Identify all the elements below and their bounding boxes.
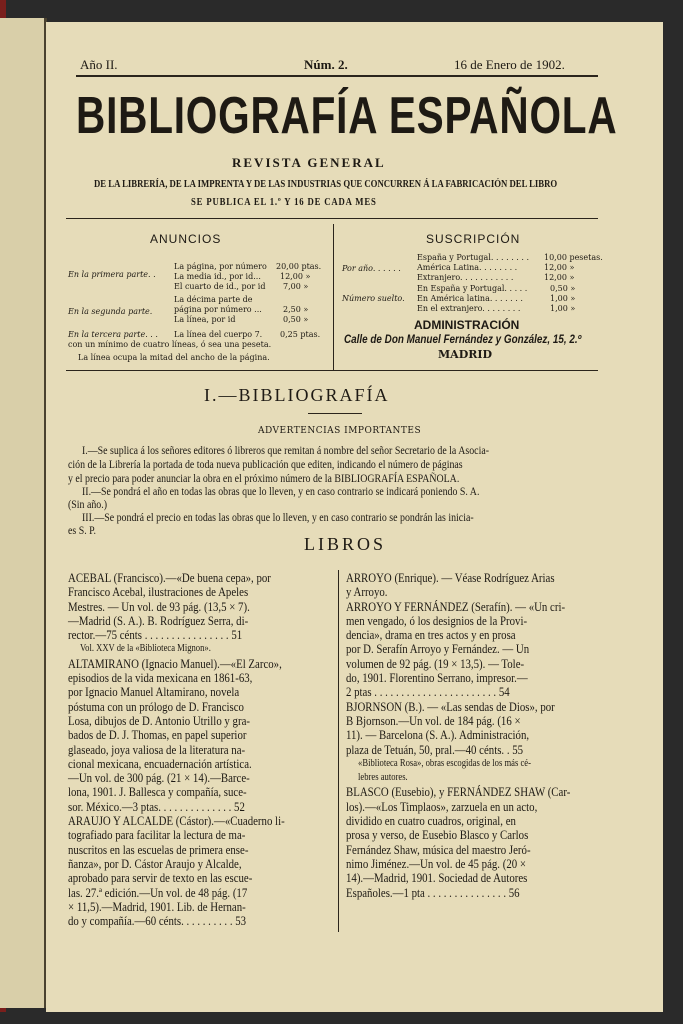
anuncios-price: 0,50 »	[283, 315, 309, 324]
box-top-rule	[66, 218, 598, 219]
advertencia-line: (Sin año.)	[68, 499, 108, 511]
facing-page-edge	[0, 18, 47, 1008]
entry-line: los).—«Los Timplaos», zarzuela en un acto,	[346, 799, 538, 814]
issue-date: 16 de Enero de 1902.	[454, 57, 565, 72]
anuncios-line: La línea del cuerpo 7.	[174, 330, 263, 339]
admin-address: Calle de Don Manuel Fernández y González, 15, 2.º	[344, 334, 582, 346]
masthead-title: BIBLIOGRAFÍA ESPAÑOLA	[76, 87, 618, 145]
box-divider	[333, 224, 334, 370]
suscripcion-price: 0,50 »	[550, 284, 576, 293]
entry-line: las. 27.ª edición.—Un vol. de 48 pág. (17	[68, 885, 248, 900]
advertencia-line: I.—Se suplica á los señores editores ó libreros que remitan á nombre del señor Secretario de la Asocia-	[82, 445, 490, 457]
suscripcion-label: Por año. . . . . .	[342, 264, 401, 273]
admin-city: MADRID	[438, 348, 493, 361]
anuncios-price: 7,00 »	[283, 282, 309, 291]
column-divider	[338, 570, 339, 932]
entry-line: ñanza», por D. Cástor Araujo y Alcalde,	[68, 856, 242, 871]
entry-line: prosa y verso, de Eusebio Blasco y Carlos	[346, 828, 529, 843]
header-rule	[76, 75, 598, 77]
suscripcion-line: España y Portugal. . . . . . . .	[417, 253, 530, 262]
suscripcion-line: En España y Portugal. . . . .	[417, 284, 528, 293]
entry-line: por D. Serafín Arroyo y Fernández. — Un	[346, 642, 530, 657]
suscripcion-price: 1,00 »	[550, 294, 576, 303]
suscripcion-line: América Latina. . . . . . . .	[417, 263, 518, 272]
entry-line: aprobado para servir de texto en las escue-	[68, 871, 253, 886]
anuncios-price: 20,00 ptas.	[276, 262, 322, 271]
entry-line: BJORNSON (B.). — «Las sendas de Dios», por	[346, 699, 555, 714]
year-label: Año II.	[80, 57, 118, 72]
entry-line: 11). — Barcelona (S. A.). Administración,	[346, 728, 530, 743]
entry-line: cional mexicana, encuadernación artística.	[68, 756, 252, 771]
entry-line: nuscritos en las escuelas de primera ense-	[68, 842, 249, 857]
anuncios-price: 0,25 ptas.	[280, 330, 321, 339]
page	[46, 22, 663, 1012]
suscripcion-line: Extranjero. . . . . . . . . . .	[417, 273, 514, 282]
entry-line: men vengado, ó los designios de la Provi-	[346, 613, 528, 628]
suscripcion-label: Número suelto.	[342, 294, 405, 303]
advertencia-line: II.—Se pondrá el año en todas las obras que lo lleven, y en caso contrario se indicará poniendo S. A.	[82, 486, 480, 498]
anuncios-group-label: En la tercera parte. . .	[68, 330, 158, 339]
entry-line: lebres autores.	[358, 772, 408, 784]
entry-line: póstuma con un prólogo de D. Francisco	[68, 699, 244, 714]
entry-line: B Bjornson.—Un vol. de 184 pág. (16 ×	[346, 713, 521, 728]
entry-line: BLASCO (Eusebio), y FERNÁNDEZ SHAW (Car-	[346, 785, 571, 800]
anuncios-group-label: En la primera parte. .	[68, 270, 156, 279]
entry-line: ARAUJO Y ALCALDE (Cástor).—«Cuaderno li-	[68, 814, 285, 829]
entry-line: Francisco Acebal, ilustraciones de Apeles	[68, 585, 249, 600]
entry-line: Fernández Shaw, música del maestro Jeró-	[346, 842, 531, 857]
anuncios-line: La media id., por id...	[174, 272, 261, 281]
entry-line: Losa, dibujos de D. Antonio Utrillo y gra-	[68, 713, 250, 728]
masthead-tagline: DE LA LIBRERÍA, DE LA IMPRENTA Y DE LAS INDUSTRIAS QUE CONCURREN Á LA FABRICACIÓN DEL LIBRO	[94, 179, 558, 190]
entry-line: dividido en cuatro cuadros, original, en	[346, 814, 516, 829]
entry-line: rector.—75 cénts . . . . . . . . . . . . . . . . 51	[68, 628, 243, 643]
entry-line: lona, 1901. J. Ballesca y compañía, suce-	[68, 785, 247, 800]
entry-line: —Un vol. de 300 pág. (21 × 14).—Barce-	[68, 771, 250, 786]
advertencia-line: y el precio para poder anunciar la obra en el próximo número de la BIBLIOGRAFÍA ESPAÑOLA.	[68, 473, 460, 485]
anuncios-line: La página, por número	[174, 262, 267, 271]
entry-line: ACEBAL (Francisco).—«De buena cepa», por	[68, 571, 271, 585]
advertencia-line: ción de la Librería la portada de toda nueva publicación que editen, indicando el número de páginas	[68, 459, 463, 471]
entry-line: ARROYO Y FERNÁNDEZ (Serafín). — «Un cri-	[346, 599, 566, 614]
entry-line: 2 ptas . . . . . . . . . . . . . . . . . . . . . . . 54	[346, 685, 510, 700]
right-column	[346, 571, 607, 900]
entry-line: volumen de 92 pág. (19 × 13,5). — Tole-	[346, 656, 525, 671]
anuncios-price: 12,00 »	[280, 272, 311, 281]
suscripcion-price: 1,00 »	[550, 304, 576, 313]
issue-number: Núm. 2.	[304, 57, 348, 72]
suscripcion-title: SUSCRIPCIÓN	[426, 232, 521, 246]
entry-line: Españoles.—1 pta . . . . . . . . . . . . . . . 56	[346, 885, 520, 900]
suscripcion-price: 12,00 »	[544, 263, 575, 272]
entry-line: do, 1901. Florentino Serrano, impresor.—	[346, 671, 528, 686]
anuncios-line: La línea, por id	[174, 315, 236, 324]
entry-line: sor. México.—3 ptas. . . . . . . . . . . . . . 52	[68, 799, 245, 814]
entry-line: episodios de la vida mexicana en 1861-63,	[68, 671, 253, 686]
masthead-subtitle: REVISTA GENERAL	[232, 155, 386, 170]
anuncios-line: La décima parte de página por número ...	[174, 295, 262, 314]
left-column	[68, 571, 320, 928]
anuncios-group-label: En la segunda parte.	[68, 307, 153, 316]
libros-title: LIBROS	[304, 534, 387, 554]
entry-line: —Madrid (S. A.). B. Rodríguez Serra, di-	[68, 613, 249, 628]
entry-line: Mestres. — Un vol. de 93 pág. (13,5 × 7).	[68, 599, 250, 614]
suscripcion-line: En América latina. . . . . . .	[417, 294, 523, 303]
entry-line: bados de D. J. Thomas, en papel superior	[68, 728, 247, 743]
entry-line: y Arroyo.	[346, 585, 388, 600]
entry-line: plaza de Tetuán, 50, pral.—40 cénts. . 55	[346, 742, 524, 757]
advertencias-title: ADVERTENCIAS IMPORTANTES	[258, 426, 422, 436]
entry-line: Vol. XXV de la «Biblioteca Mignon».	[80, 643, 211, 655]
admin-title: ADMINISTRACIÓN	[414, 318, 520, 332]
anuncios-title: ANUNCIOS	[150, 232, 222, 246]
entry-line: «Biblioteca Rosa», obras escogidas de los más cé-	[358, 757, 531, 769]
entry-line: do y compañía.—60 cénts. . . . . . . . . . 53	[68, 914, 247, 929]
entry-line: ARROYO (Enrique). — Véase Rodríguez Arias	[346, 571, 555, 585]
anuncios-note: con un mínimo de cuatro líneas, ó sea una peseta.	[68, 340, 272, 349]
entry-line: glaseado, joya valiosa de la literatura na-	[68, 742, 246, 757]
section-title: I.—BIBLIOGRAFÍA	[204, 385, 390, 405]
box-bottom-rule	[66, 370, 598, 371]
entry-line: nimo Jiménez.—Un vol. de 45 pág. (20 ×	[346, 856, 526, 871]
section-ornament-rule	[308, 413, 362, 414]
entry-line: por Ignacio Manuel Altamirano, novela	[68, 685, 240, 700]
entry-line: 14).—Madrid, 1901. Sociedad de Autores	[346, 871, 528, 886]
entry-line: tografiado para facilitar la lectura de ma-	[68, 828, 246, 843]
suscripcion-price: 12,00 »	[544, 273, 575, 282]
anuncios-note: La línea ocupa la mitad del ancho de la página.	[78, 353, 270, 362]
entry-line: dencia», drama en tres actos y en prosa	[346, 628, 516, 643]
suscripcion-price: 10,00 pesetas.	[544, 253, 603, 262]
anuncios-line: El cuarto de id., por id	[174, 282, 266, 291]
anuncios-price: 2,50 »	[283, 305, 309, 314]
publication-schedule: SE PUBLICA EL 1.º Y 16 DE CADA MES	[191, 197, 377, 208]
advertencia-line: III.—Se pondrá el precio en todas las obras que lo lleven, y en caso contrario se pondrán las inicia-	[82, 512, 474, 524]
entry-line: × 11,5).—Madrid, 1901. Lib. de Hernan-	[68, 899, 246, 914]
suscripcion-line: En el extranjero. . . . . . . .	[417, 304, 521, 313]
advertencia-line: es S. P.	[68, 525, 97, 537]
entry-line: ALTAMIRANO (Ignacio Manuel).—«El Zarco»,	[68, 656, 282, 671]
